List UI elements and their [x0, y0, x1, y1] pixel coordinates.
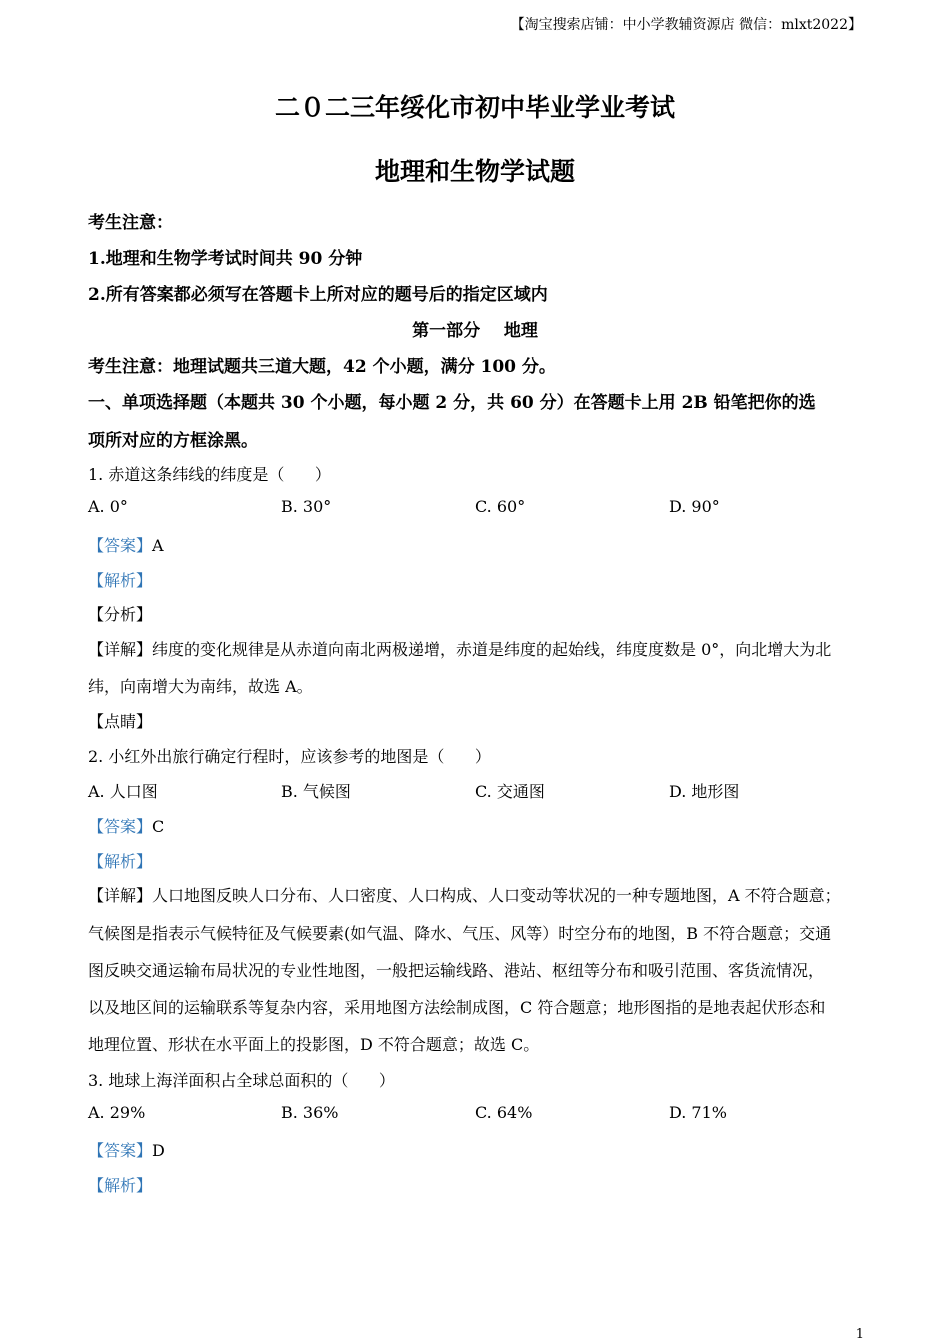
q2-option-b: B. 气候图 — [281, 782, 351, 801]
q2-detail-line-4: 以及地区间的运输联系等复杂内容，采用地图方法绘制成图，C 符合题意；地形图指的是地表起伏形态和 — [88, 998, 826, 1017]
q2-detail-line-2: 气候图是指表示气候特征及气候要素(如气温、降水、气压、风等）时空分布的地图，B 不符合题意；交通 — [88, 924, 832, 943]
q2-stem: 2. 小红外出旅行确定行程时，应该参考的地图是（ ） — [88, 747, 491, 766]
section-1-line-1: 一、单项选择题（本题共 30 个小题，每小题 2 分，共 60 分）在答题卡上用 2B 铅笔把你的选 — [88, 393, 816, 413]
part-notice: 考生注意：地理试题共三道大题，42 个小题，满分 100 分。 — [88, 357, 556, 377]
q3-answer-tag: 【答案】 — [88, 1141, 153, 1160]
q1-answer-tag: 【答案】 — [88, 536, 153, 555]
q2-option-d: D. 地形图 — [669, 782, 740, 801]
section-1-line-2: 项所对应的方框涂黑。 — [88, 431, 258, 451]
notice-item-1: 1.地理和生物学考试时间共 90 分钟 — [88, 249, 363, 269]
q1-dianjing: 【点睛】 — [88, 712, 153, 731]
q3-analysis-tag: 【解析】 — [88, 1176, 153, 1195]
q1-stem: 1. 赤道这条纬线的纬度是（ ） — [88, 465, 331, 484]
q1-detail-line-1: 【详解】纬度的变化规律是从赤道向南北两极递增，赤道是纬度的起始线，纬度度数是 0°，向北增大为北 — [88, 640, 832, 659]
q3-option-a: A. 29% — [88, 1103, 146, 1122]
q2-answer-value: C — [152, 817, 165, 836]
q1-analysis-tag: 【解析】 — [88, 571, 153, 590]
q1-answer — [88, 533, 164, 556]
q2-detail-line-3: 图反映交通运输布局状况的专业性地图，一般把运输线路、港站、枢纽等分布和吸引范围、客货流情况， — [88, 961, 825, 980]
q3-option-c: C. 64% — [475, 1103, 533, 1122]
q2-detail-line-1: 【详解】人口地图反映人口分布、人口密度、人口构成、人口变动等状况的一种专题地图，A 不符合题意； — [88, 886, 841, 905]
q1-option-b: B. 30° — [281, 497, 332, 516]
q2-answer — [88, 814, 164, 837]
header-note: 【淘宝搜索店铺：中小学教辅资源店 微信：mlxt2022】 — [510, 17, 862, 33]
q3-answer — [88, 1138, 165, 1161]
q1-detail-line-2: 纬，向南增大为南纬，故选 A。 — [88, 677, 313, 696]
q3-option-d: D. 71% — [669, 1103, 727, 1122]
q3-answer-value: D — [152, 1141, 165, 1160]
q1-option-a: A. 0° — [88, 497, 128, 516]
notice-item-2: 2.所有答案都必须写在答题卡上所对应的题号后的指定区域内 — [88, 285, 548, 305]
page-subtitle: 地理和生物学试题 — [374, 157, 575, 186]
q2-detail-line-5: 地理位置、形状在水平面上的投影图，D 不符合题意；故选 C。 — [88, 1035, 540, 1054]
q1-answer-value: A — [152, 536, 164, 555]
page-title: 二０二三年绥化市初中毕业学业考试 — [274, 93, 675, 122]
q3-option-b: B. 36% — [281, 1103, 339, 1122]
q2-option-a: A. 人口图 — [88, 782, 158, 801]
q3-stem: 3. 地球上海洋面积占全球总面积的（ ） — [88, 1071, 395, 1090]
notice-heading: 考生注意： — [88, 213, 173, 233]
q1-option-d: D. 90° — [669, 497, 720, 516]
q2-analysis-tag: 【解析】 — [88, 852, 153, 871]
q2-answer-tag: 【答案】 — [88, 817, 153, 836]
page-number: 1 — [855, 1327, 864, 1342]
q1-option-c: C. 60° — [475, 497, 526, 516]
part-title: 第一部分 地理 — [412, 321, 538, 341]
q1-fenxi: 【分析】 — [88, 605, 153, 624]
q2-option-c: C. 交通图 — [475, 782, 545, 801]
